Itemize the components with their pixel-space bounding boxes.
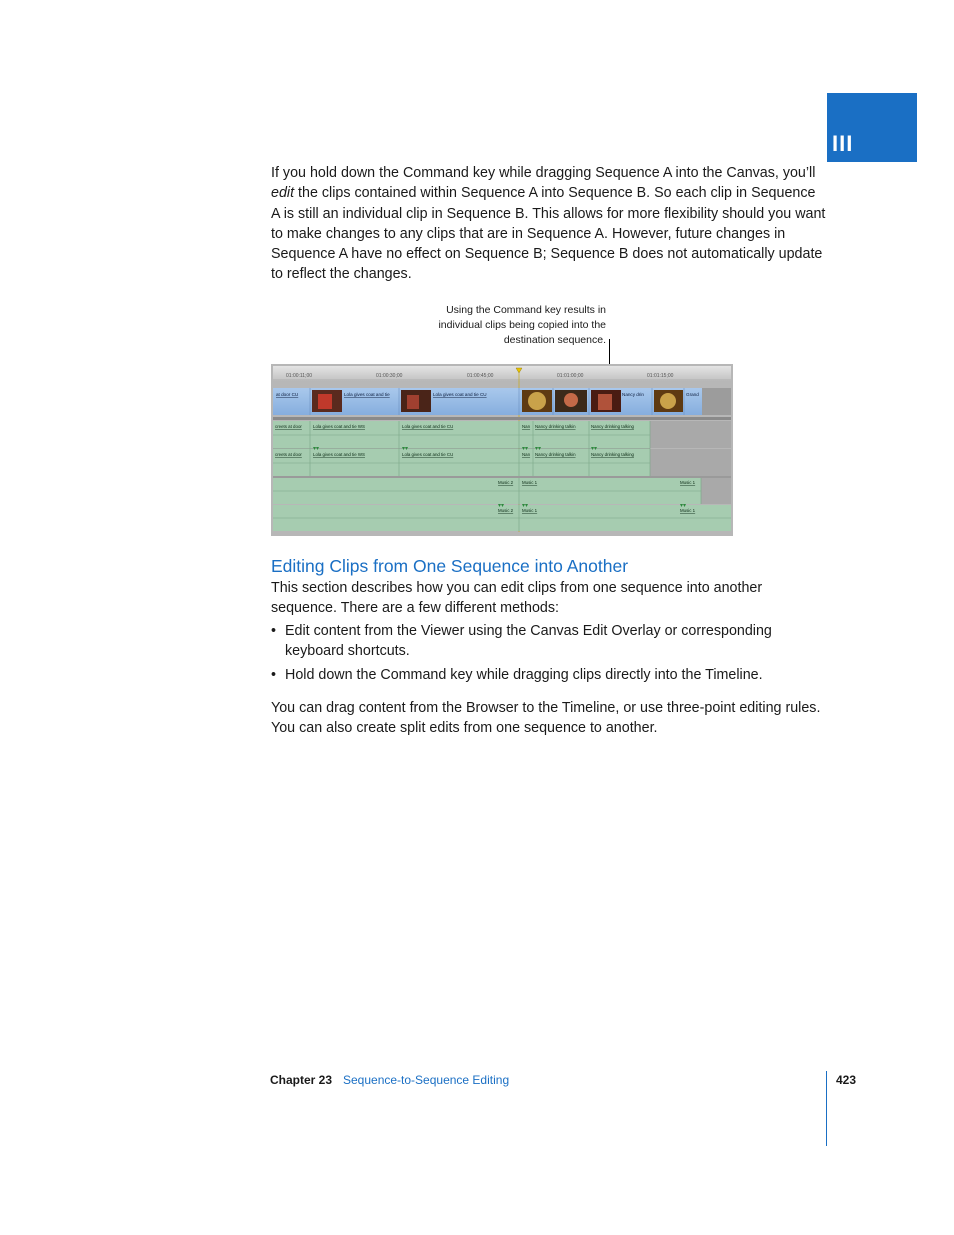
list-item: • Edit content from the Viewer using the Canvas Edit Overlay or corresponding keyboard shortcuts. xyxy=(271,621,791,662)
list-item: • Hold down the Command key while dragging clips directly into the Timeline. xyxy=(271,665,791,685)
svg-text:▾▾: ▾▾ xyxy=(680,503,687,509)
audio-clip-label: Lola gives coat and tie WS xyxy=(313,452,365,457)
audio-clip-label: Nan xyxy=(522,424,531,429)
timecode-4: 01:01:00;00 xyxy=(557,373,584,379)
video-clip-label: Grand xyxy=(686,392,699,397)
video-clip-label: Lola gives coat and tie xyxy=(344,392,390,397)
music-clip-label: Music 2 xyxy=(498,480,514,485)
audio-clip-label: Nancy drinking talkin xyxy=(535,452,576,457)
method-list xyxy=(271,621,791,688)
closing-paragraph: You can drag content from the Browser to the Timeline, or use three-point editing rules. You can also create split edits from one sequence to another. xyxy=(271,700,821,737)
footer-rule xyxy=(826,1071,827,1146)
part-tab xyxy=(827,93,917,162)
timecode-2: 01:00:30;00 xyxy=(376,373,403,379)
audio-clip-label: Nancy drinking talking xyxy=(591,452,634,457)
footer-chapter-label: Chapter 23 xyxy=(270,1073,333,1087)
audio-clip-label: Nancy drinking talking xyxy=(591,424,634,429)
audio-clip-label: Lola gives coat and tie CU xyxy=(402,452,454,457)
music-clip-label: Music 1 xyxy=(680,480,696,485)
timecode-5: 01:01:15;00 xyxy=(647,373,674,379)
audio-clip-label: Nancy drinking talkin xyxy=(535,424,576,429)
music-clip-label: Music 1 xyxy=(522,480,538,485)
svg-text:▾▾: ▾▾ xyxy=(402,446,409,452)
music-clip-label: Music 2 xyxy=(498,508,514,513)
intro-text-2: the clips contained within Sequence A into Sequence B. So each clip in Sequence A is still an individual clip in Sequence B. This allows for more flexibility should you want to make changes to any clips that are in Sequence A. However, future changes in Sequence A have no effect on Sequence B; Sequence B does not automatically update to reflect the changes. xyxy=(271,185,826,283)
svg-text:▾▾: ▾▾ xyxy=(535,446,542,452)
intro-emphasis: edit xyxy=(271,185,295,202)
music-clip-label: Music 1 xyxy=(680,508,696,513)
video-clip-label: at door CU xyxy=(276,392,299,397)
music-clip-label: Music 1 xyxy=(522,508,538,513)
video-clip-label: Nancy drin xyxy=(622,392,644,397)
timecode-3: 01:00:45;00 xyxy=(467,373,494,379)
svg-text:▾▾: ▾▾ xyxy=(522,446,529,452)
intro-text-1: If you hold down the Command key while dragging Sequence A into the Canvas, you’ll xyxy=(271,165,816,181)
audio-clip-label: Lola gives coat and tie CU xyxy=(402,424,454,429)
timeline-figure xyxy=(271,364,733,536)
footer-chapter-title[interactable]: Sequence-to-Sequence Editing xyxy=(343,1073,510,1087)
audio-clip-label: Lola gives coat and tie WS xyxy=(313,424,365,429)
svg-text:▾▾: ▾▾ xyxy=(522,503,529,509)
audio-clip-label: creets at door xyxy=(275,424,302,429)
intro-paragraph xyxy=(271,163,827,285)
audio-clip-label: creets at door xyxy=(275,452,302,457)
timecode-1: 01:00:11;00 xyxy=(286,373,313,379)
figure-caption: Using the Command key results in individual clips being copied into the destination sequence. xyxy=(438,304,606,346)
svg-text:▾▾: ▾▾ xyxy=(591,446,598,452)
video-clip-label: Lola gives coat and tie CU xyxy=(433,392,487,397)
section-heading: Editing Clips from One Sequence into Another xyxy=(271,556,629,576)
audio-clip-label: Nan xyxy=(522,452,531,457)
section-intro: This section describes how you can edit clips from one sequence into another sequence. There are a few different methods: xyxy=(271,580,763,617)
part-tab-label: III xyxy=(832,131,854,156)
page-number: 423 xyxy=(836,1073,857,1087)
svg-text:▾▾: ▾▾ xyxy=(313,446,320,452)
svg-text:▾▾: ▾▾ xyxy=(498,503,505,509)
